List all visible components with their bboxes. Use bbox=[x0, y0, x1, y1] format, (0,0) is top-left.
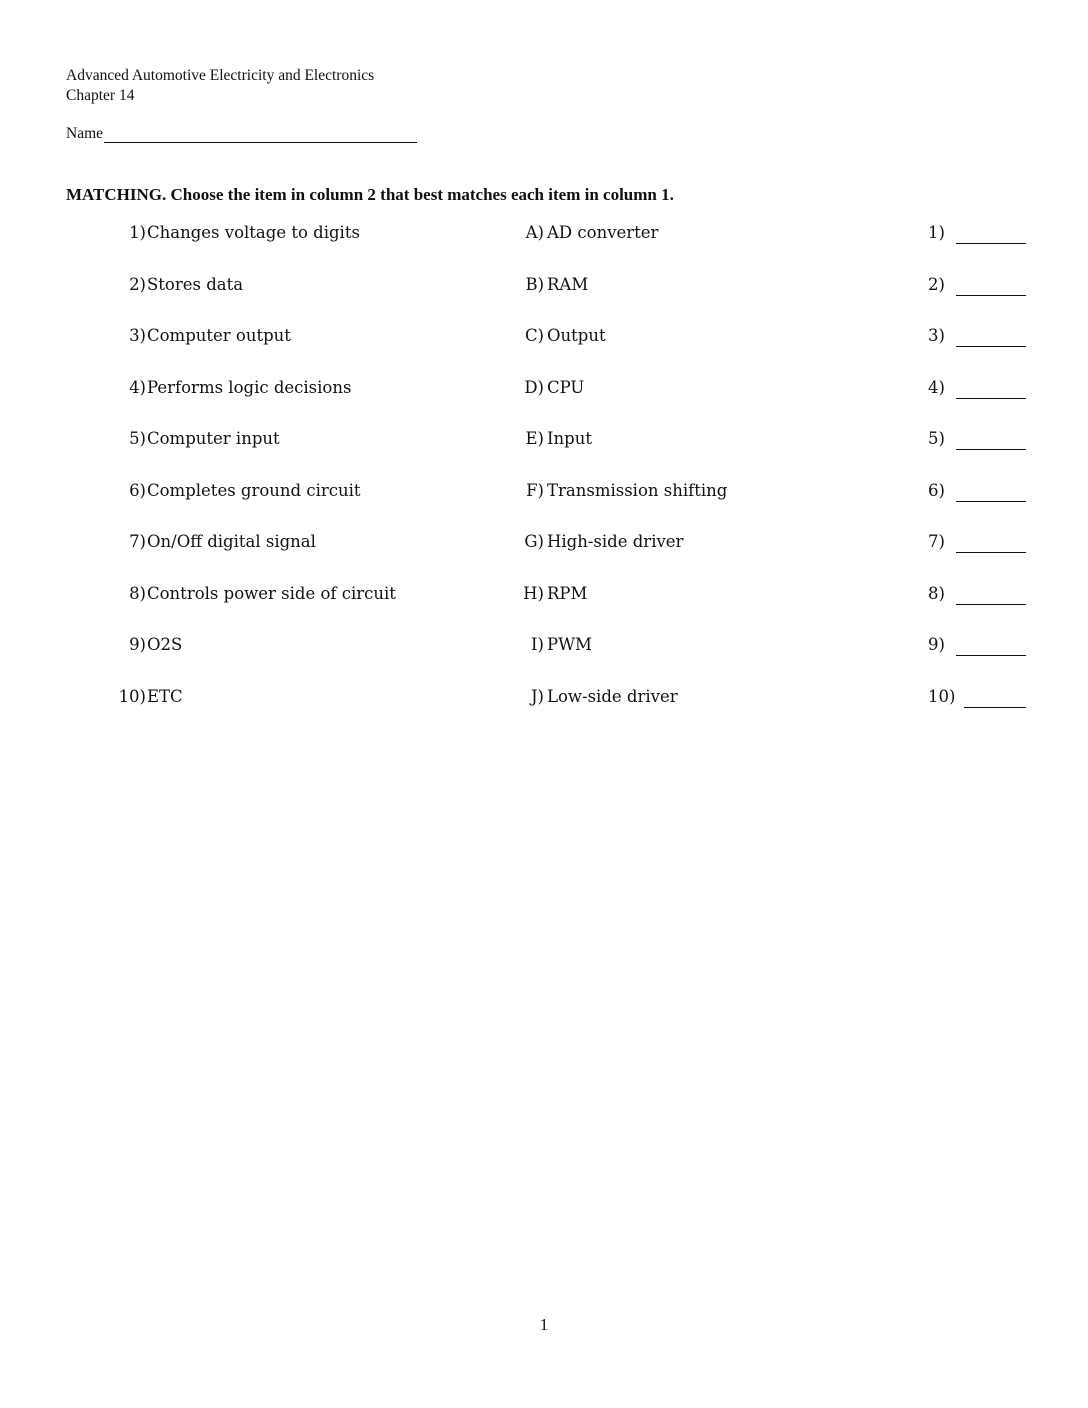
answer-number: 4) bbox=[928, 377, 945, 397]
question-number: 6) bbox=[129, 480, 146, 500]
matching-row-1 bbox=[0, 221, 1088, 273]
matching-row-5 bbox=[0, 427, 1088, 479]
question-text: On/Off digital signal bbox=[147, 532, 316, 551]
answer-blank[interactable] bbox=[956, 552, 1026, 553]
option-letter: G) bbox=[524, 532, 544, 551]
answer-number: 3) bbox=[928, 326, 945, 345]
answer-blank[interactable] bbox=[964, 707, 1026, 708]
question-text: Computer output bbox=[147, 326, 291, 345]
answer-number: 6) bbox=[928, 480, 945, 500]
document-header bbox=[66, 66, 374, 106]
question-number: 2) bbox=[129, 274, 146, 294]
option-letter: D) bbox=[524, 377, 544, 397]
answer-blank[interactable] bbox=[956, 604, 1026, 605]
question-text: ETC bbox=[147, 686, 183, 706]
matching-list bbox=[0, 221, 1088, 736]
answer-blank[interactable] bbox=[956, 346, 1026, 347]
option-text: RPM bbox=[547, 583, 588, 603]
answer-blank[interactable] bbox=[956, 655, 1026, 656]
question-text: Stores data bbox=[147, 274, 244, 294]
matching-row-6 bbox=[0, 479, 1088, 531]
answer-number: 8) bbox=[928, 583, 945, 603]
page-number: 1 bbox=[539, 1315, 549, 1334]
option-letter: E) bbox=[525, 429, 544, 448]
question-number: 1) bbox=[129, 223, 146, 242]
question-number: 8) bbox=[129, 583, 146, 603]
option-text: PWM bbox=[547, 635, 592, 654]
question-number: 9) bbox=[129, 635, 146, 654]
answer-number: 7) bbox=[928, 532, 945, 551]
question-text: O2S bbox=[147, 635, 183, 654]
option-letter: C) bbox=[524, 326, 544, 345]
question-number: 4) bbox=[129, 377, 146, 397]
option-text: Input bbox=[547, 429, 592, 448]
option-text: Transmission shifting bbox=[547, 480, 728, 500]
question-text: Computer input bbox=[147, 429, 280, 448]
answer-blank[interactable] bbox=[956, 398, 1026, 399]
option-text: High-side driver bbox=[547, 532, 684, 551]
answer-number: 1) bbox=[928, 223, 945, 242]
name-blank-line[interactable] bbox=[104, 124, 417, 143]
matching-row-9 bbox=[0, 633, 1088, 685]
option-text: Low-side driver bbox=[547, 686, 678, 706]
answer-number: 5) bbox=[928, 429, 945, 448]
question-text: Completes ground circuit bbox=[147, 480, 361, 500]
question-number: 7) bbox=[129, 532, 146, 551]
question-text: Performs logic decisions bbox=[147, 377, 352, 397]
matching-instructions: MATCHING. Choose the item in column 2 that best matches each item in column 1. bbox=[66, 185, 674, 204]
question-number: 3) bbox=[129, 326, 146, 345]
option-letter: F) bbox=[526, 480, 544, 500]
answer-blank[interactable] bbox=[956, 449, 1026, 450]
question-number: 10) bbox=[118, 686, 146, 706]
option-text: RAM bbox=[547, 274, 589, 294]
matching-row-2 bbox=[0, 273, 1088, 325]
answer-number: 10) bbox=[928, 686, 956, 706]
answer-blank[interactable] bbox=[956, 295, 1026, 296]
matching-row-10 bbox=[0, 685, 1088, 737]
question-text: Controls power side of circuit bbox=[147, 583, 396, 603]
matching-row-8 bbox=[0, 582, 1088, 634]
option-text: Output bbox=[547, 326, 606, 345]
name-field-row bbox=[66, 124, 417, 143]
matching-row-3 bbox=[0, 324, 1088, 376]
chapter-label: Chapter 14 bbox=[66, 87, 135, 104]
option-letter: J) bbox=[530, 686, 544, 706]
matching-row-7 bbox=[0, 530, 1088, 582]
option-text: CPU bbox=[547, 377, 585, 397]
answer-number: 9) bbox=[928, 635, 945, 654]
question-number: 5) bbox=[129, 429, 146, 448]
answer-blank[interactable] bbox=[956, 501, 1026, 502]
question-text: Changes voltage to digits bbox=[147, 223, 360, 242]
option-letter: I) bbox=[531, 635, 544, 654]
option-letter: B) bbox=[525, 274, 544, 294]
answer-number: 2) bbox=[928, 274, 945, 294]
course-title: Advanced Automotive Electricity and Electronics bbox=[66, 67, 375, 84]
option-letter: H) bbox=[523, 583, 544, 603]
option-text: AD converter bbox=[547, 223, 659, 242]
answer-blank[interactable] bbox=[956, 243, 1026, 244]
option-letter: A) bbox=[525, 223, 544, 242]
name-label: Name bbox=[66, 125, 104, 142]
matching-row-4 bbox=[0, 376, 1088, 428]
